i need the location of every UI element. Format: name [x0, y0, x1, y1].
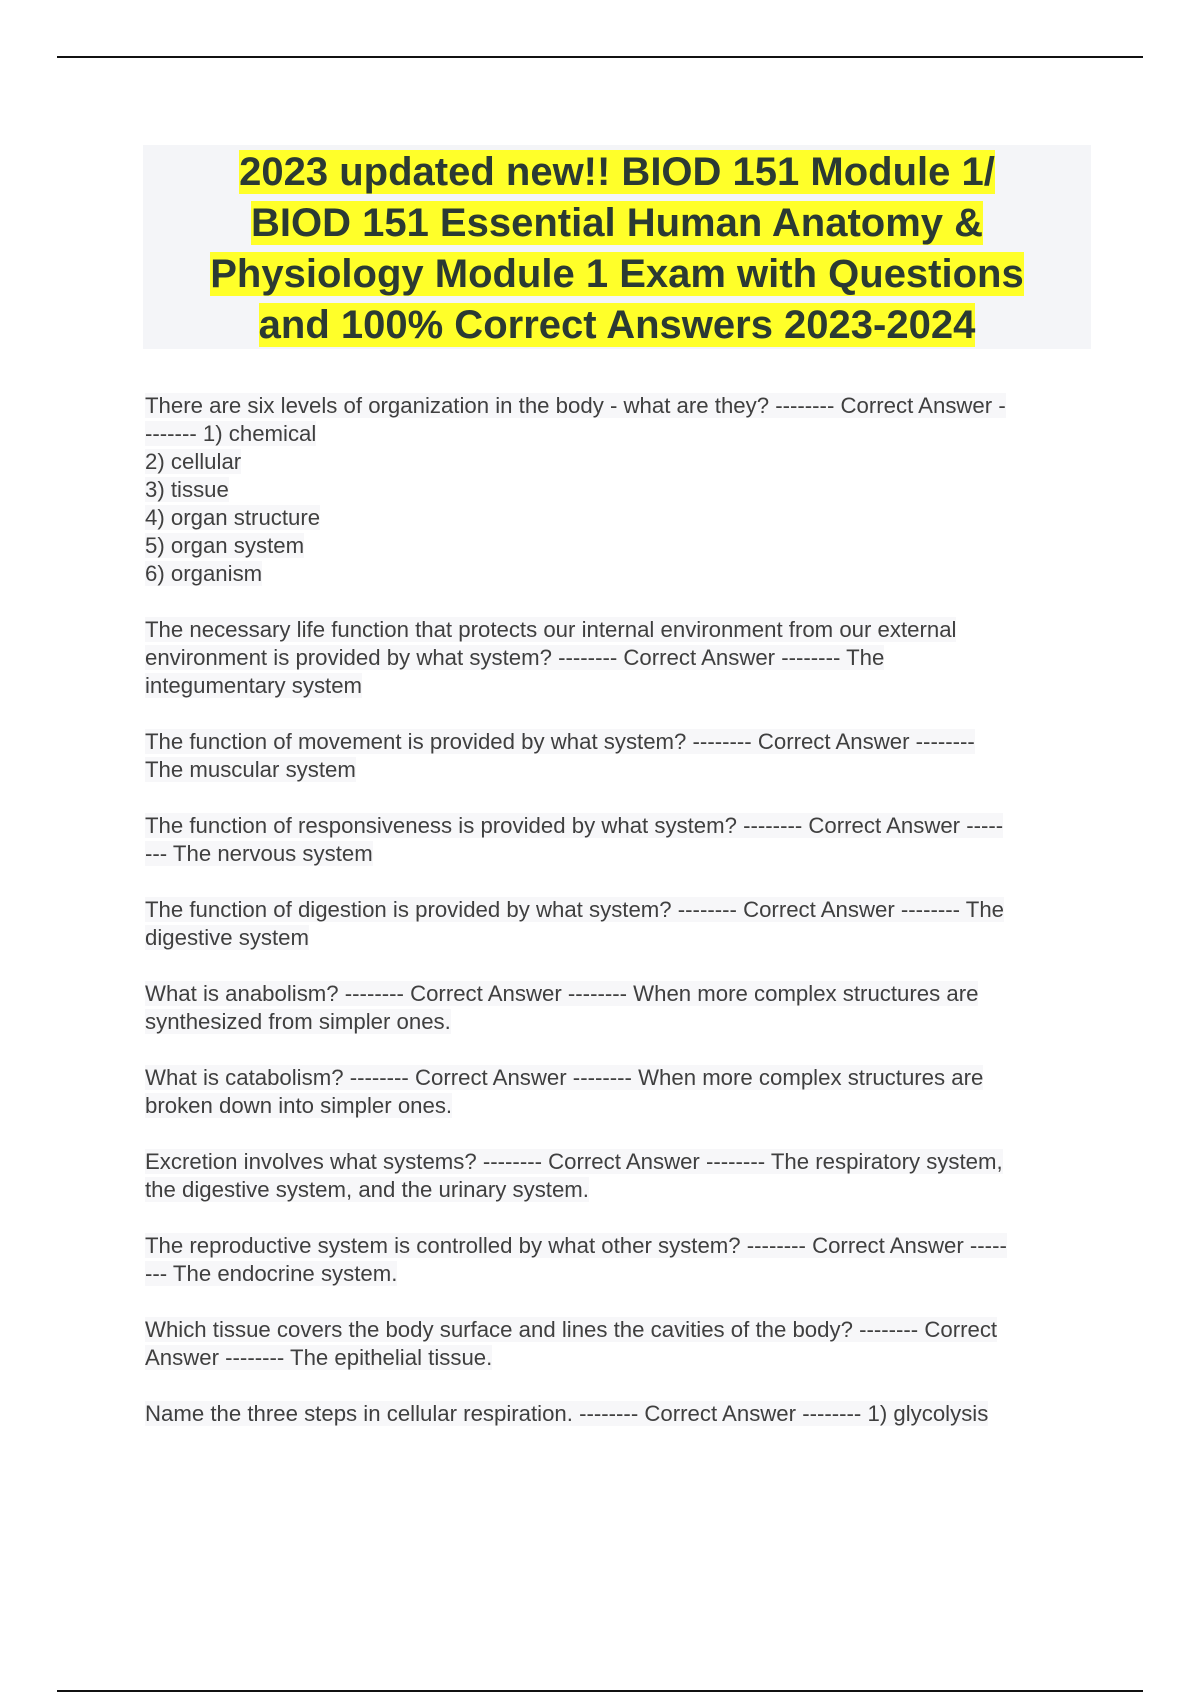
qa-line [145, 1148, 1091, 1176]
qa-text: 4) organ structure [145, 505, 321, 530]
qa-text: environment is provided by what system? -------- [145, 645, 624, 670]
qa-item [145, 812, 1091, 868]
qa-line [145, 1008, 1091, 1036]
qa-text: Name the three steps in cellular respiration. -------- [145, 1401, 645, 1426]
qa-item [145, 392, 1091, 588]
qa-text: digestive system [145, 925, 310, 950]
qa-line [145, 504, 1091, 532]
qa-text: The necessary life function that protects our internal environment from our external [145, 617, 957, 642]
qa-text: The function of digestion is provided by what system? -------- [145, 897, 744, 922]
qa-text: -------- The epithelial tissue. [218, 1345, 493, 1370]
correct-answer-label: Correct Answer [840, 393, 993, 418]
qa-line [145, 420, 1091, 448]
qa-text: synthesized from simpler ones. [145, 1009, 451, 1034]
qa-line [145, 1232, 1091, 1260]
qa-line [145, 560, 1091, 588]
qa-item [145, 1400, 1091, 1428]
qa-text: the digestive system, and the urinary system. [145, 1177, 589, 1202]
qa-item [145, 1232, 1091, 1288]
title-line: 2023 updated new!! BIOD 151 Module 1/ [239, 150, 995, 194]
qa-line [145, 1260, 1091, 1288]
qa-text: -------- 1) glycolysis [796, 1401, 989, 1426]
qa-line [145, 1092, 1091, 1120]
correct-answer-label: Correct Answer [743, 897, 895, 922]
title-line: Physiology Module 1 Exam with Questions [210, 252, 1024, 296]
qa-text: What is catabolism? -------- [145, 1065, 415, 1090]
qa-line [145, 1064, 1091, 1092]
qa-text: ------- 1) chemical [145, 421, 317, 446]
qa-item [145, 896, 1091, 952]
qa-text: -------- When more complex structures are [561, 981, 979, 1006]
qa-line [145, 980, 1091, 1008]
qa-line [145, 448, 1091, 476]
qa-text: -------- The [894, 897, 1005, 922]
qa-line [145, 1176, 1091, 1204]
qa-item [145, 728, 1091, 784]
qa-text: ----- [963, 1233, 1007, 1258]
qa-line [145, 644, 1091, 672]
qa-text: -------- When more complex structures are [566, 1065, 984, 1090]
qa-text: What is anabolism? -------- [145, 981, 411, 1006]
qa-text: broken down into simpler ones. [145, 1093, 453, 1118]
correct-answer-label: Correct Answer [644, 1401, 797, 1426]
qa-text: 2) cellular [145, 449, 242, 474]
title-line: BIOD 151 Essential Human Anatomy & [250, 201, 984, 245]
title-box [143, 145, 1091, 349]
correct-answer-label: Correct Answer [623, 645, 776, 670]
qa-item [145, 616, 1091, 700]
qa-line [145, 840, 1091, 868]
document-title [143, 145, 1091, 351]
qa-line [145, 1400, 1091, 1428]
qa-text: ----- [960, 813, 1004, 838]
qa-list [145, 392, 1091, 1456]
bottom-rule [57, 1690, 1143, 1692]
qa-item [145, 1148, 1091, 1204]
correct-answer-label: Correct Answer [414, 1065, 567, 1090]
qa-text: --- The endocrine system. [145, 1261, 398, 1286]
qa-line [145, 812, 1091, 840]
correct-answer-label: Correct Answer [808, 813, 961, 838]
correct-answer-label: Correct [924, 1317, 998, 1342]
qa-item [145, 1316, 1091, 1372]
qa-text: The reproductive system is controlled by what other system? -------- [145, 1233, 813, 1258]
top-rule [57, 56, 1143, 58]
qa-line [145, 728, 1091, 756]
qa-text: 3) tissue [145, 477, 229, 502]
qa-line [145, 1344, 1091, 1372]
qa-line [145, 896, 1091, 924]
correct-answer-label: Correct Answer [812, 1233, 964, 1258]
correct-answer-label: Correct Answer [410, 981, 562, 1006]
qa-text: 6) organism [145, 561, 263, 586]
qa-text: -------- The [775, 645, 885, 670]
title-line: and 100% Correct Answers 2023-2024 [258, 303, 976, 347]
qa-text: --- The nervous system [145, 841, 373, 866]
qa-line [145, 392, 1091, 420]
correct-answer-label: Correct Answer [548, 1149, 700, 1174]
qa-text: -------- The respiratory system, [699, 1149, 1003, 1174]
qa-line [145, 672, 1091, 700]
qa-line [145, 1316, 1091, 1344]
qa-line [145, 532, 1091, 560]
qa-text: -------- [909, 729, 975, 754]
correct-answer-label: Answer [145, 1345, 219, 1370]
qa-line [145, 476, 1091, 504]
qa-text: There are six levels of organization in the body - what are they? -------- [145, 393, 841, 418]
qa-line [145, 924, 1091, 952]
qa-text: The function of movement is provided by what system? -------- [145, 729, 758, 754]
qa-text: The function of responsiveness is provided by what system? -------- [145, 813, 809, 838]
correct-answer-label: Correct Answer [757, 729, 910, 754]
qa-text: integumentary system [145, 673, 363, 698]
qa-text: The muscular system [145, 757, 356, 782]
qa-text: Excretion involves what systems? -------- [145, 1149, 549, 1174]
qa-text: - [992, 393, 1006, 418]
qa-text: 5) organ system [145, 533, 305, 558]
qa-item [145, 980, 1091, 1036]
qa-line [145, 616, 1091, 644]
qa-item [145, 1064, 1091, 1120]
qa-line [145, 756, 1091, 784]
qa-text: Which tissue covers the body surface and lines the cavities of the body? -------- [145, 1317, 925, 1342]
